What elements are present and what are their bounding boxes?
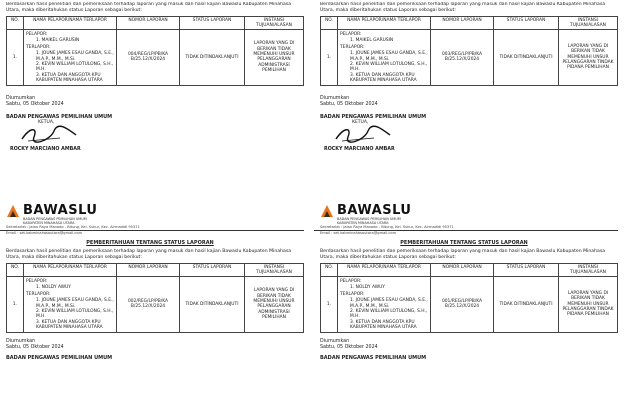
cell-number: 004/REG/LP/PB/KA B/25.12/X/2024: [117, 30, 180, 86]
cell-status: TIDAK DITINDAKLANJUTI: [180, 277, 245, 333]
status-table: [320, 263, 618, 333]
signature-image: [6, 125, 310, 147]
cell-no: 1.: [321, 277, 338, 333]
header-name: NAMA PELAPOR/NAMA TERLAPOR: [338, 17, 431, 30]
cell-parties: [24, 277, 117, 333]
header-name: NAMA PELAPOR/NAMA TERLAPOR: [338, 264, 431, 277]
cell-number: 003/REG/LP/PB/KA B/25.12/X/2024: [431, 30, 494, 86]
cell-reason: LAPORAN YANG DI BERIKAN TIDAK MEMENUHI UNSUR PELANGGARAN TINDAK PIDANA PEMILIHAN: [559, 277, 618, 333]
terlapor-3: 3. KETUA DAN ANGGOTA KPU KABUPATEN MINAHASA UTARA: [36, 72, 103, 84]
terlapor-2: 2. KEVIN WILLIAM LOTULONG, S.H., M.H.: [36, 62, 114, 73]
notice-top-right: [314, 2, 624, 152]
email: Email : set.kabminahasautara@gmail.com: [6, 231, 83, 235]
cell-reason: LAPORAN YANG DI BERIKAN TIDAK MEMENUHI UNSUR PELANGGARAN ADMINISTRASI PEMILIHAN: [245, 30, 304, 86]
cell-reason: LAPORAN YANG DI BERIKAN TIDAK MEMENUHI UNSUR PELANGGARAN ADMINISTRASI PEMILIHAN: [245, 277, 304, 333]
table-header-row: [321, 17, 618, 30]
announce-date: Sabtu, 05 Oktober 2024: [320, 344, 378, 350]
header-name: NAMA PELAPOR/NAMA TERLAPOR: [24, 17, 117, 30]
signer-role: KETUA,: [38, 119, 55, 125]
pelapor-label: PELAPOR:: [340, 279, 362, 284]
header-no: NO.: [321, 264, 338, 277]
letterhead: [0, 204, 310, 225]
agency-name: BADAN PENGAWAS PEMILIHAN UMUM: [6, 113, 113, 120]
header-reason: INSTANSI TUJUAN/ALASAN: [245, 17, 304, 30]
cell-number: 001/REG/LP/PB/KA B/25.12/X/2024: [431, 277, 494, 333]
pelapor-name: 1. MAIKEL GARUSIN: [36, 38, 80, 44]
pelapor-label: PELAPOR:: [26, 32, 48, 37]
brand-name: BAWASLU: [23, 203, 98, 218]
header-no: NO.: [321, 17, 338, 30]
cell-status: TIDAK DITINDAKLANJUTI: [180, 30, 245, 86]
pelapor-label: PELAPOR:: [340, 32, 362, 37]
table-header-row: [7, 17, 304, 30]
cell-status: TIDAK DITINDAKLANJUTI: [494, 277, 559, 333]
intro-text: Berdasarkan hasil penelitian dan pemeriksaan terhadap laporan yang masuk dan hasil kajian Bawaslu Kabupaten Minahasa Utara, maka diberitahukan status Laporan sebagai berikut:: [320, 2, 606, 13]
brand-sub-1: BADAN PENGAWAS PEMILIHAN UMUM: [337, 217, 401, 221]
header-name: NAMA PELAPOR/NAMA TERLAPOR: [24, 264, 117, 277]
announce-date: Sabtu, 05 Oktober 2024: [320, 101, 378, 107]
terlapor-3: 3. KETUA DAN ANGGOTA KPU KABUPATEN MINAHASA UTARA: [36, 319, 103, 331]
pelapor-name: 1. NOLDY AWUY: [36, 285, 71, 291]
header-reason: INSTANSI TUJUAN/ALASAN: [245, 264, 304, 277]
status-table: [6, 16, 304, 86]
header-status: STATUS LAPORAN: [180, 264, 245, 277]
cell-no: 1.: [7, 30, 24, 86]
intro-text: Berdasarkan hasil penelitian dan pemeriksaan terhadap laporan yang masuk dan hasil kajian Bawaslu Kabupaten Minahasa Utara, maka diberitahukan status Laporan sebagai berikut:: [6, 249, 292, 260]
header-number: NOMOR LAPORAN: [117, 264, 180, 277]
terlapor-3: 3. KETUA DAN ANGGOTA KPU KABUPATEN MINAHASA UTARA: [350, 319, 417, 331]
announced-label: Diumumkan: [6, 338, 36, 344]
brand-name: BAWASLU: [337, 203, 412, 218]
terlapor-3: 3. KETUA DAN ANGGOTA KPU KABUPATEN MINAHASA UTARA: [350, 72, 417, 84]
terlapor-label: TERLAPOR:: [340, 291, 365, 297]
terlapor-1: 1. JOUNE JAMES ESAU GANDA, S.E., M.A.P., M.M., M.Si.: [36, 298, 114, 309]
header-reason: INSTANSI TUJUAN/ALASAN: [559, 264, 618, 277]
notice-top-left: [0, 2, 310, 152]
announce-date: Sabtu, 05 Oktober 2024: [6, 101, 64, 107]
announced-label: Diumumkan: [320, 95, 350, 101]
signer-name: ROCKY MARCIANO AMBAR: [324, 146, 395, 152]
terlapor-1: 1. JOUNE JAMES ESAU GANDA, S.E., M.A.P., M.M., M.Si.: [350, 51, 428, 62]
cell-parties: [24, 30, 117, 86]
table-row: [321, 277, 618, 333]
bawaslu-logo-icon: [320, 204, 334, 218]
doc-title: PEMBERITAHUAN TENTANG STATUS LAPORAN: [86, 240, 214, 246]
terlapor-1: 1. JOUNE JAMES ESAU GANDA, S.E., M.A.P., M.M., M.Si.: [36, 51, 114, 62]
brand-sub-1: BADAN PENGAWAS PEMILIHAN UMUM: [23, 217, 87, 221]
email: Email : set.kabminahasautara@gmail.com: [320, 231, 397, 235]
announced-label: Diumumkan: [6, 95, 36, 101]
header-status: STATUS LAPORAN: [494, 17, 559, 30]
terlapor-1: 1. JOUNE JAMES ESAU GANDA, S.E., M.A.P., M.M., M.Si.: [350, 298, 428, 309]
signer-role: KETUA,: [352, 119, 369, 125]
cell-no: 1.: [321, 30, 338, 86]
table-row: [7, 277, 304, 333]
doc-title: PEMBERITAHUAN TENTANG STATUS LAPORAN: [400, 240, 528, 246]
status-table: [6, 263, 304, 333]
agency-name: BADAN PENGAWAS PEMILIHAN UMUM: [320, 113, 427, 120]
header-status: STATUS LAPORAN: [494, 264, 559, 277]
agency-name: BADAN PENGAWAS PEMILIHAN UMUM: [6, 354, 113, 361]
pelapor-name: 1. NOLDY AWUY: [350, 285, 385, 291]
bawaslu-logo-icon: [6, 204, 20, 218]
cell-number: 002/REG/LP/PB/KA B/25.12/X/2024: [117, 277, 180, 333]
announced-label: Diumumkan: [320, 338, 350, 344]
table-header-row: [7, 264, 304, 277]
notice-bottom-right: [314, 198, 624, 361]
intro-text: Berdasarkan hasil penelitian dan pemeriksaan terhadap laporan yang masuk dan hasil kajian Bawaslu Kabupaten Minahasa Utara, maka diberitahukan status Laporan sebagai berikut:: [6, 2, 292, 13]
cell-no: 1.: [7, 277, 24, 333]
header-no: NO.: [7, 264, 24, 277]
cell-parties: [338, 30, 431, 86]
signature-image: [320, 125, 624, 147]
brand-sub-2: KABUPATEN MINAHASA UTARA: [337, 221, 389, 225]
status-table: [320, 16, 618, 86]
address: Sekretariat : Jalan Raya Manado - Bitung, Kel. Sukur, Kec. Airmadidi 95371: [314, 225, 618, 231]
header-reason: INSTANSI TUJUAN/ALASAN: [559, 17, 618, 30]
pelapor-name: 1. MAIKEL GARUSIN: [350, 38, 394, 44]
terlapor-label: TERLAPOR:: [340, 44, 365, 50]
terlapor-2: 2. KEVIN WILLIAM LOTULONG, S.H., M.H.: [350, 309, 428, 320]
header-number: NOMOR LAPORAN: [431, 264, 494, 277]
letterhead: [314, 204, 624, 225]
header-number: NOMOR LAPORAN: [117, 17, 180, 30]
cell-status: TIDAK DITINDAKLANJUTI: [494, 30, 559, 86]
table-row: [7, 30, 304, 86]
header-no: NO.: [7, 17, 24, 30]
table-header-row: [321, 264, 618, 277]
brand-sub-2: KABUPATEN MINAHASA UTARA: [23, 221, 75, 225]
header-status: STATUS LAPORAN: [180, 17, 245, 30]
terlapor-2: 2. KEVIN WILLIAM LOTULONG, S.H., M.H.: [36, 309, 114, 320]
pelapor-label: PELAPOR:: [26, 279, 48, 284]
terlapor-2: 2. KEVIN WILLIAM LOTULONG, S.H., M.H.: [350, 62, 428, 73]
cell-reason: LAPORAN YANG DI BERIKAN TIDAK MEMENUHI UNSUR PELANGGARAN TINDAK PIDANA PEMILIHAN: [559, 30, 618, 86]
address: Sekretariat : Jalan Raya Manado - Bitung, Kel. Sukur, Kec. Airmadidi 95371: [0, 225, 304, 231]
signer-name: ROCKY MARCIANO AMBAR: [10, 146, 81, 152]
cell-parties: [338, 277, 431, 333]
terlapor-label: TERLAPOR:: [26, 291, 51, 297]
terlapor-label: TERLAPOR:: [26, 44, 51, 50]
intro-text: Berdasarkan hasil penelitian dan pemeriksaan terhadap laporan yang masuk dan hasil kajian Bawaslu Kabupaten Minahasa Utara, maka diberitahukan status Laporan sebagai berikut:: [320, 249, 606, 260]
announce-date: Sabtu, 05 Oktober 2024: [6, 344, 64, 350]
notice-bottom-left: [0, 198, 310, 361]
agency-name: BADAN PENGAWAS PEMILIHAN UMUM: [320, 354, 427, 361]
table-row: [321, 30, 618, 86]
header-number: NOMOR LAPORAN: [431, 17, 494, 30]
